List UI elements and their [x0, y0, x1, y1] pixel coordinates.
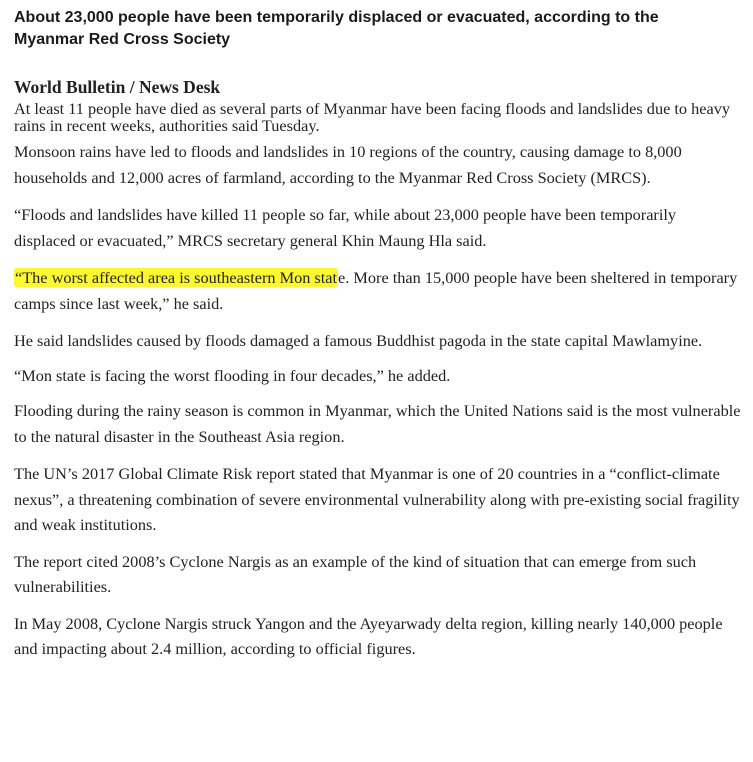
paragraph-5: He said landslides caused by floods damaged a famous Buddhist pagoda in the state capital Mawlamyine.	[14, 331, 703, 350]
paragraph-2: Monsoon rains have led to floods and landslides in 10 regions of the country, causing damage to 8,000 households and 12,000 acres of farmland, according to the Myanmar Red Cross Society (MRCS).	[14, 142, 682, 187]
paragraph-10: In May 2008, Cyclone Nargis struck Yangon and the Ayeyarwady delta region, killing nearly 140,000 people and impacting about 2.4 million, according to official figures.	[14, 613, 723, 658]
article-subheadline: About 23,000 people have been temporarily displaced or evacuated, according to the Myanmar Red Cross Society	[14, 9, 659, 48]
paragraph-6: “Mon state is facing the worst flooding in four decades,” he added.	[14, 365, 451, 385]
paragraph-1: At least 11 people have died as several parts of Myanmar have been facing floods and landslides due to heavy rains in recent weeks, authorities said Tuesday.	[14, 99, 730, 135]
paragraph-4-rest: e. More than 15,000 people have been sheltered in temporary camps since last week,” he said.	[14, 268, 738, 313]
paragraph-3: “Floods and landslides have killed 11 people so far, while about 23,000 people have been temporarily displaced or evacuated,” MRCS secretary general Khin Maung Hla said.	[14, 205, 677, 250]
highlighted-quote: “The worst affected area is southeastern Mon stat	[15, 268, 338, 287]
article-byline: World Bulletin / News Desk	[14, 77, 221, 97]
paragraph-8: The UN’s 2017 Global Climate Risk report stated that Myanmar is one of 20 countries in a “conflict-climate nexus”, a threatening combination of severe environmental vulnerability along with pre-existing social fragility and weak institutions.	[14, 464, 740, 534]
paragraph-7: Flooding during the rainy season is common in Myanmar, which the United Nations said is the most vulnerable to the natural disaster in the Southeast Asia region.	[14, 401, 741, 446]
paragraph-4	[14, 265, 741, 316]
paragraph-9: The report cited 2008’s Cyclone Nargis as an example of the kind of situation that can emerge from such vulnerabilities.	[14, 551, 697, 596]
